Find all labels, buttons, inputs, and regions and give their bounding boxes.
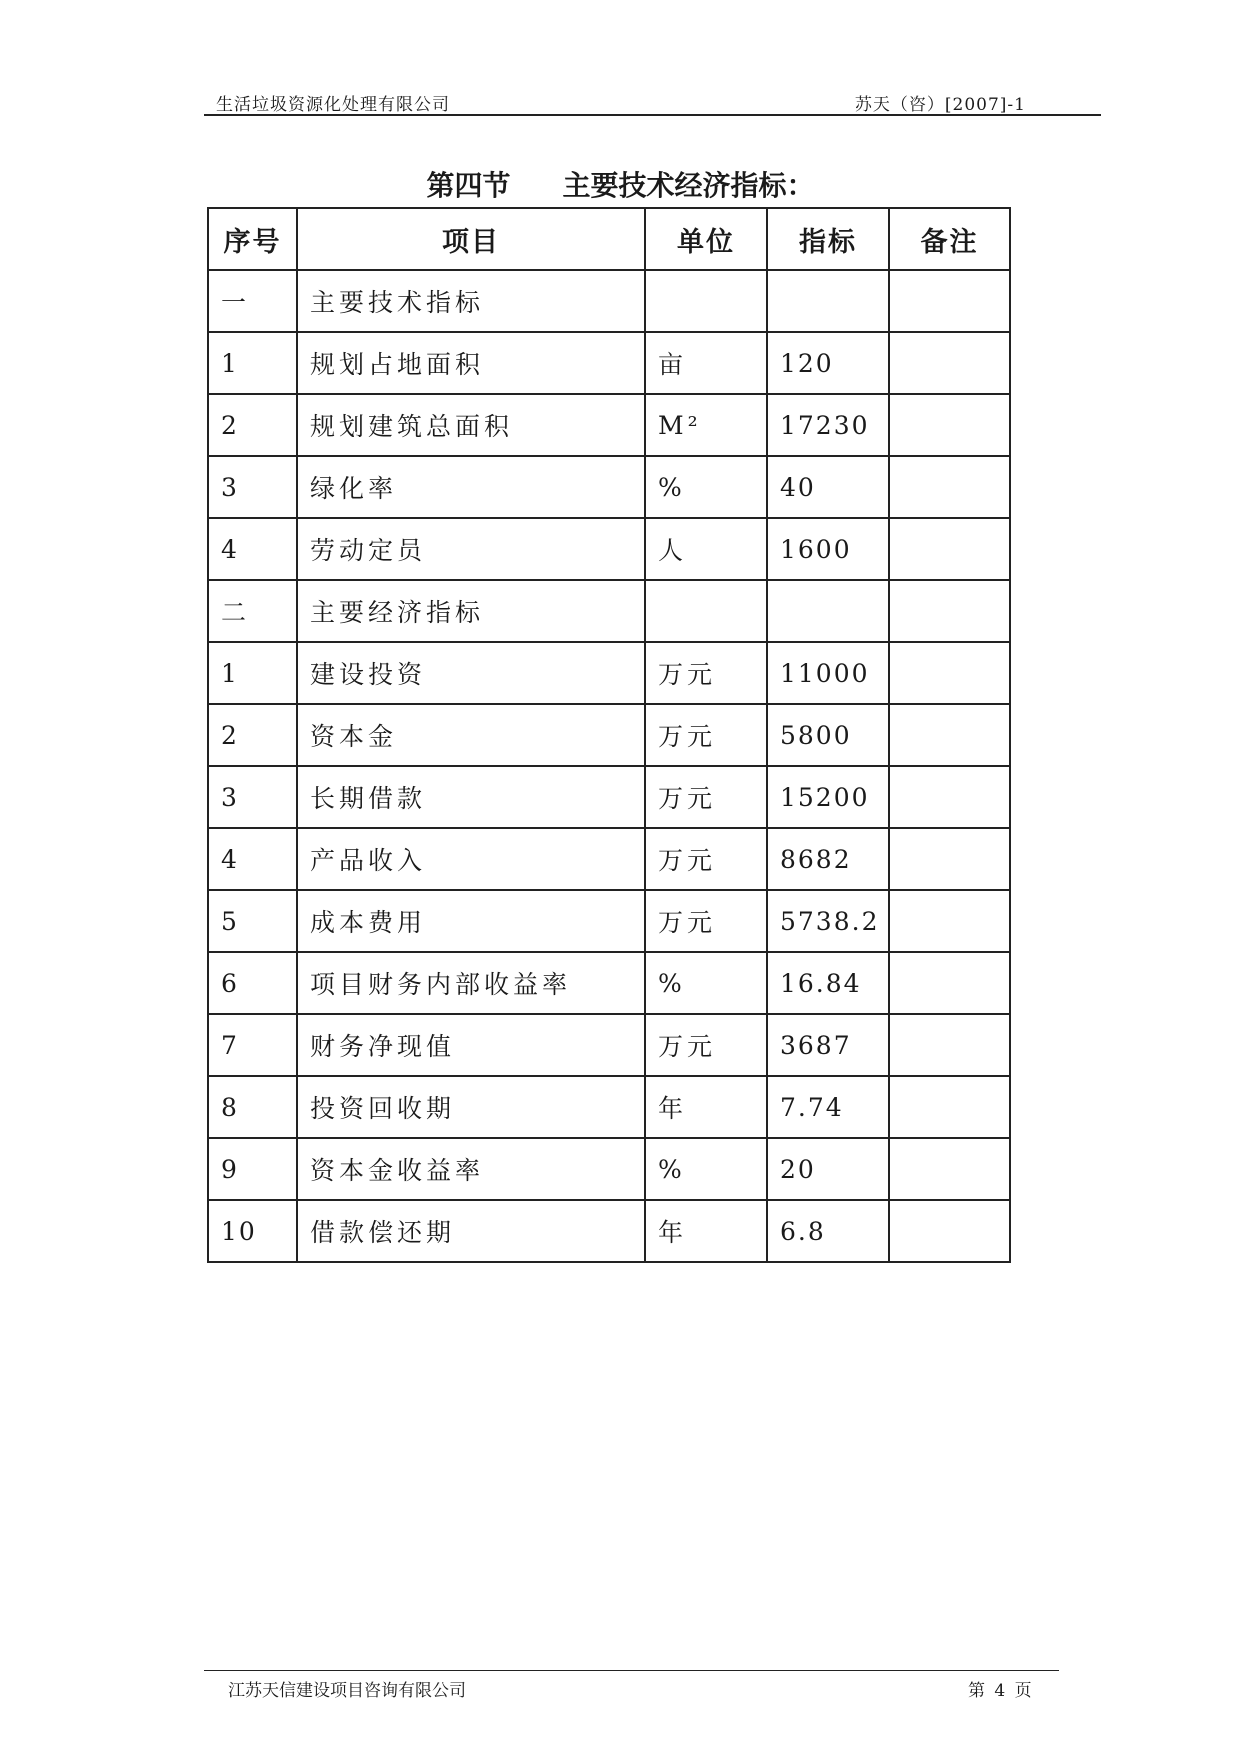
value-cell: 8682 — [767, 828, 889, 890]
note-cell — [889, 890, 1010, 952]
table-row — [208, 952, 1010, 1014]
seq-cell: 5 — [208, 890, 297, 952]
item-cell: 劳动定员 — [297, 518, 645, 580]
value-cell: 16.84 — [767, 952, 889, 1014]
item-cell: 资本金收益率 — [297, 1138, 645, 1200]
note-cell — [889, 828, 1010, 890]
footer-company: 江苏天信建设项目咨询有限公司 — [228, 1681, 466, 1701]
seq-cell: 2 — [208, 394, 297, 456]
item-cell: 资本金 — [297, 704, 645, 766]
unit-cell: 亩 — [645, 332, 767, 394]
table-header-row — [208, 208, 1010, 270]
table-row — [208, 642, 1010, 704]
item-cell: 借款偿还期 — [297, 1200, 645, 1262]
seq-cell: 10 — [208, 1200, 297, 1262]
table-row — [208, 394, 1010, 456]
section-heading: 主要技术经济指标： — [562, 169, 815, 202]
header-seq: 序号 — [208, 208, 297, 270]
seq-cell: 3 — [208, 766, 297, 828]
item-cell: 财务净现值 — [297, 1014, 645, 1076]
unit-cell: 年 — [645, 1076, 767, 1138]
table-row — [208, 1138, 1010, 1200]
unit-cell: 万元 — [645, 828, 767, 890]
seq-cell: 7 — [208, 1014, 297, 1076]
header-item: 项目 — [297, 208, 645, 270]
item-cell: 绿化率 — [297, 456, 645, 518]
note-cell — [889, 518, 1010, 580]
value-cell: 40 — [767, 456, 889, 518]
seq-cell: 9 — [208, 1138, 297, 1200]
note-cell — [889, 456, 1010, 518]
value-cell: 3687 — [767, 1014, 889, 1076]
item-cell: 规划建筑总面积 — [297, 394, 645, 456]
table-row — [208, 332, 1010, 394]
header-value: 指标 — [767, 208, 889, 270]
value-cell — [767, 580, 889, 642]
section-number: 第四节 — [426, 169, 511, 202]
note-cell — [889, 952, 1010, 1014]
item-cell: 长期借款 — [297, 766, 645, 828]
header-unit: 单位 — [645, 208, 767, 270]
table-row — [208, 456, 1010, 518]
footer-rule — [204, 1670, 1059, 1671]
unit-cell: 万元 — [645, 1014, 767, 1076]
seq-cell: 6 — [208, 952, 297, 1014]
header-note: 备注 — [889, 208, 1010, 270]
unit-cell: 万元 — [645, 766, 767, 828]
item-cell: 建设投资 — [297, 642, 645, 704]
unit-cell: 万元 — [645, 704, 767, 766]
note-cell — [889, 642, 1010, 704]
item-cell: 产品收入 — [297, 828, 645, 890]
seq-cell: 1 — [208, 332, 297, 394]
unit-cell: 人 — [645, 518, 767, 580]
unit-cell — [645, 580, 767, 642]
note-cell — [889, 704, 1010, 766]
unit-cell: 万元 — [645, 642, 767, 704]
header-doc-code: 苏天（咨）[2007]-1 — [854, 95, 1026, 115]
seq-cell: 二 — [208, 580, 297, 642]
value-cell: 6.8 — [767, 1200, 889, 1262]
note-cell — [889, 270, 1010, 332]
table-row — [208, 1200, 1010, 1262]
value-cell: 17230 — [767, 394, 889, 456]
seq-cell: 一 — [208, 270, 297, 332]
header-rule — [204, 114, 1101, 116]
indicators-table — [207, 207, 1011, 1263]
value-cell: 5800 — [767, 704, 889, 766]
item-cell: 主要经济指标 — [297, 580, 645, 642]
unit-cell: M² — [645, 394, 767, 456]
unit-cell: 万元 — [645, 890, 767, 952]
note-cell — [889, 1014, 1010, 1076]
value-cell: 20 — [767, 1138, 889, 1200]
seq-cell: 4 — [208, 828, 297, 890]
table-row — [208, 890, 1010, 952]
value-cell: 120 — [767, 332, 889, 394]
seq-cell: 4 — [208, 518, 297, 580]
unit-cell — [645, 270, 767, 332]
value-cell: 7.74 — [767, 1076, 889, 1138]
value-cell: 5738.2 — [767, 890, 889, 952]
table-row — [208, 704, 1010, 766]
table-row — [208, 580, 1010, 642]
value-cell: 1600 — [767, 518, 889, 580]
value-cell: 15200 — [767, 766, 889, 828]
unit-cell: % — [645, 1138, 767, 1200]
note-cell — [889, 1200, 1010, 1262]
seq-cell: 1 — [208, 642, 297, 704]
item-cell: 规划占地面积 — [297, 332, 645, 394]
note-cell — [889, 1138, 1010, 1200]
table-row — [208, 518, 1010, 580]
table-row — [208, 270, 1010, 332]
page-header — [204, 86, 1101, 116]
table-row — [208, 828, 1010, 890]
note-cell — [889, 332, 1010, 394]
seq-cell: 3 — [208, 456, 297, 518]
seq-cell: 8 — [208, 1076, 297, 1138]
note-cell — [889, 394, 1010, 456]
table-body — [208, 270, 1010, 1262]
unit-cell: 年 — [645, 1200, 767, 1262]
item-cell: 投资回收期 — [297, 1076, 645, 1138]
note-cell — [889, 766, 1010, 828]
value-cell: 11000 — [767, 642, 889, 704]
note-cell — [889, 1076, 1010, 1138]
footer-page-number: 第 4 页 — [968, 1681, 1032, 1701]
table-row — [208, 1014, 1010, 1076]
table-row — [208, 1076, 1010, 1138]
unit-cell: % — [645, 456, 767, 518]
seq-cell: 2 — [208, 704, 297, 766]
item-cell: 主要技术指标 — [297, 270, 645, 332]
table-row — [208, 766, 1010, 828]
item-cell: 项目财务内部收益率 — [297, 952, 645, 1014]
value-cell — [767, 270, 889, 332]
item-cell: 成本费用 — [297, 890, 645, 952]
note-cell — [889, 580, 1010, 642]
section-title — [0, 164, 1241, 204]
unit-cell: % — [645, 952, 767, 1014]
header-company: 生活垃圾资源化处理有限公司 — [216, 95, 450, 115]
